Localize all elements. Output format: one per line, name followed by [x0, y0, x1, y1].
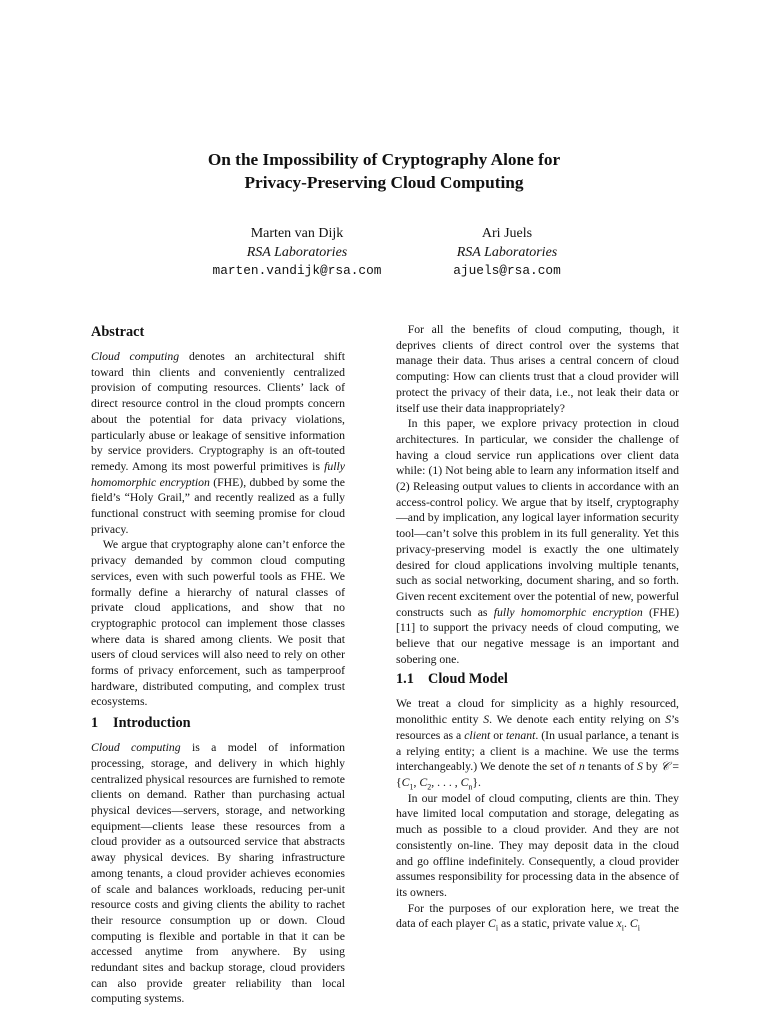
body-paragraph: For all the benefits of cloud computing, though, it deprives clients of direct control over the systems that manage their data. Thus arises a central concern of cloud computing: How can clients trust that a cloud provider will protect the privacy of their data, i.e., not leak their data or itself use their data inappropriately?	[396, 323, 679, 415]
author-name: Marten van Dijk	[250, 226, 344, 241]
paper-title	[0, 148, 768, 194]
author-block	[377, 225, 637, 281]
subsection-heading	[396, 669, 679, 689]
term-cloud-computing: Cloud computing	[91, 741, 181, 755]
title-line-1: On the Impossibility of Cryptography Alone for	[207, 150, 561, 169]
math-symbol: 𝒞	[660, 760, 670, 774]
subsection-number: 1.1	[396, 671, 414, 688]
right-column	[396, 322, 679, 932]
author-affiliation: RSA Laboratories	[246, 244, 348, 260]
author-name: Ari Juels	[481, 226, 533, 241]
body-paragraph: In this paper, we explore privacy protection in cloud architectures. In particular, we consider the challenge of having a cloud service run applications over client data while: (1) Not being able to learn any information itself and (2) Releasing output values to clients in accordance with an access-control policy. We argue that by itself, cryptography—and by implication, any logical layer information security tool—can’t solve this problem in its full generality. Yet this privacy-preserving model is exactly the one ultimately desired for cloud applications involving multiple tenants, such as social networking, document sharing, and so forth. Given recent excitement over the potential of new, powerful constructs such as fully homomorphic encryption (FHE) [11] to support the privacy needs of cloud computing, we believe that our negative message is an important and sobering one.	[396, 417, 679, 666]
term-fhe: fully homomorphic encryption	[493, 605, 643, 619]
body-paragraph: We treat a cloud for simplicity as a highly resourced, monolithic entity S. We denote each entity relying on S’s resources as a client or tenant. (In usual parlance, a tenant is a relying entity; a client is a machine. We use the terms interchangeably.) We denote the set of n tenants of S by 𝒞 = {$C_1$, $C_2$, . . . , $C_n$}.	[396, 697, 679, 792]
author-email: ajuels@rsa.com	[453, 263, 561, 278]
math-symbol: S	[637, 760, 643, 774]
abstract-paragraph: We argue that cryptography alone can’t enforce the privacy demanded by common cloud computing services, even with such powerful tools as FHE. We formally define a hierarchy of natural classes of private cloud applications, and show that no cryptographic protocol can implement those classes where data is shared among clients. We posit that users of cloud services will also need to rely on other forms of privacy enforcement, such as tamperproof hardware, distributed computing, and complex trust ecosystems.	[91, 538, 345, 709]
section-heading	[91, 713, 345, 733]
author-email: marten.vandijk@rsa.com	[212, 263, 382, 278]
section-number: 1	[91, 715, 99, 732]
math-symbol: n	[579, 760, 585, 774]
body-paragraph: For the purposes of our exploration here, we treat the data of each player $C_i$ as a static, private value $x_i$. $C_i$	[396, 901, 679, 933]
term-fhe: fully homomorphic encryption	[91, 459, 345, 489]
math-symbol: S	[665, 713, 672, 727]
math-symbol: S	[483, 713, 490, 727]
abstract-paragraph: Cloud computing denotes an architectural shift toward thin clients and conveniently centralized provision of computing resources. Clients’ lack of direct resource control in the cloud prompts concern about the potential for data privacy violations, particularly abuse or leakage of sensitive information by service providers. Cryptography is an oft-touted remedy. Among its most powerful primitives is fully homomorphic encryption (FHE), dubbed by some the field’s “Holy Grail,” and recently realized as a fully functional construct with seeming promise for cloud privacy.	[91, 350, 345, 536]
subsection-title: Cloud Model	[428, 671, 508, 688]
body-paragraph: In our model of cloud computing, clients are thin. They have limited local computation and storage, delegating as much as possible to a cloud provider. And they are not consistently on-line. They may deposit data in the cloud and go offline indefinitely. Consequently, a cloud provider assumes responsibility for processing data in the absence of its owners.	[396, 791, 679, 899]
title-line-2: Privacy-Preserving Cloud Computing	[244, 173, 524, 192]
term-cloud-computing: Cloud computing	[91, 350, 180, 363]
author-affiliation: RSA Laboratories	[456, 244, 558, 260]
section-title: Introduction	[113, 715, 191, 732]
body-paragraph: Cloud computing is a model of information processing, storage, and delivery in which highly centralized physical resources are furnished to remote clients on demand. Rather than purchasing actual physical devices—servers, storage, and networking equipment—clients lease these resources from a cloud provider as a outsourced service that abstracts away physical devices. By sharing infrastructure among tenants, a cloud provider achieves economies of scale and balances workloads, reducing per-unit resource costs and giving clients the ability to rachet their resource consumption up or down. Cloud computing is flexible and portable in that it can be accessed anytime from anywhere. By using redundant sites and backup storage, cloud providers can also provide greater reliability than local computing systems.	[91, 741, 345, 1006]
abstract-heading: Abstract	[91, 324, 145, 340]
left-column	[91, 322, 345, 1007]
